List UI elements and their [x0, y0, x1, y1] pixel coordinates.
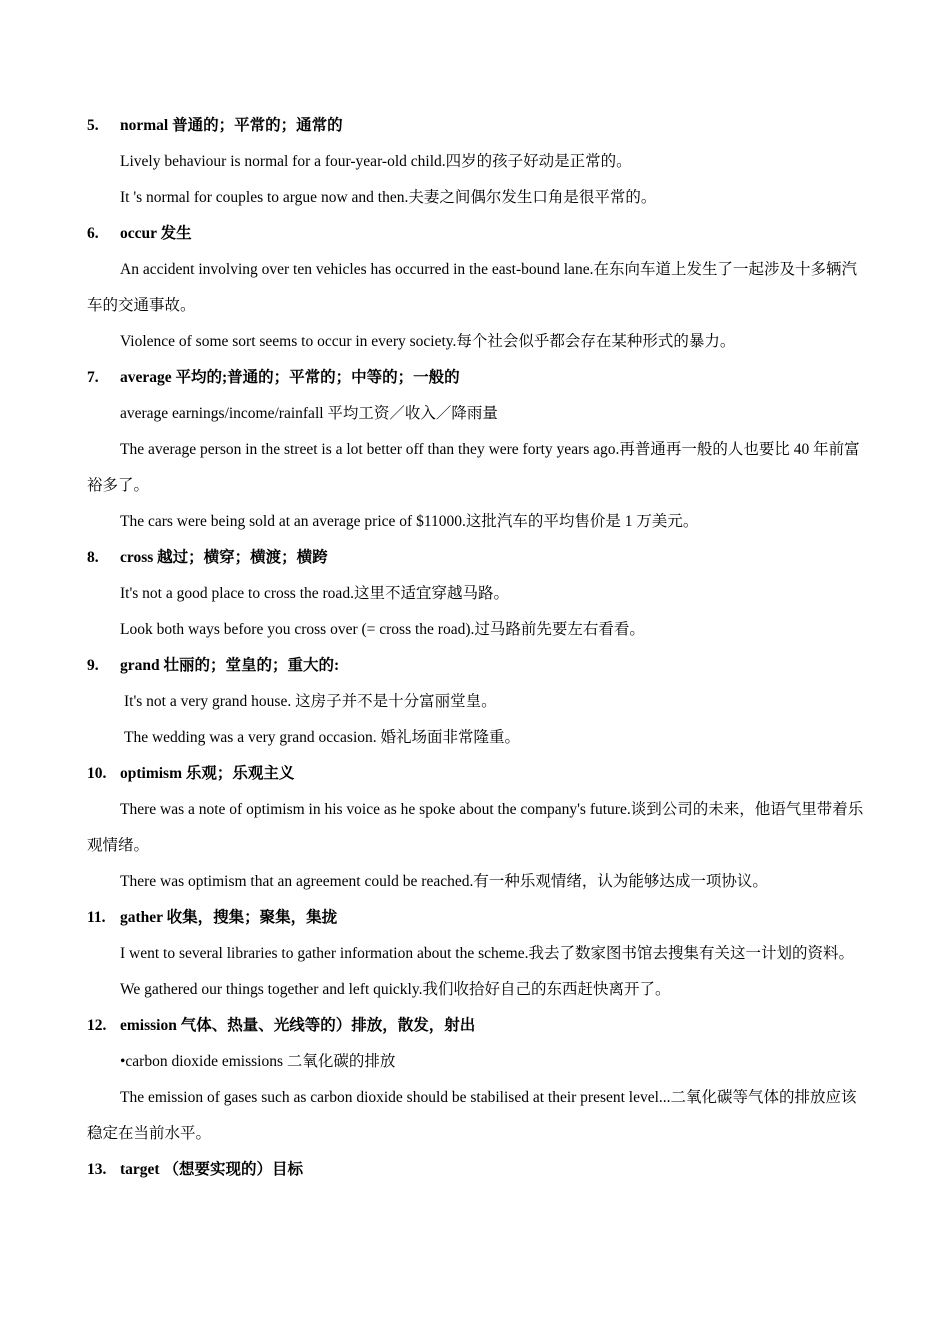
entry-number: 6. [87, 225, 99, 242]
example-sentence: average earnings/income/rainfall 平均工资／收入／降雨量 [120, 405, 498, 422]
example-sentence: •carbon dioxide emissions 二氧化碳的排放 [120, 1053, 396, 1070]
example-sentence: It's not a very grand house. 这房子并不是十分富丽堂皇。 [124, 693, 497, 710]
entry-headword: cross 越过；横穿；横渡；横跨 [120, 549, 328, 566]
example-sentence: There was a note of optimism in his voice as he spoke about the company's future.谈到公司的未来，他语气里带着乐观情绪。 [87, 801, 864, 854]
example-sentence: We gathered our things together and left quickly.我们收拾好自己的东西赶快离开了。 [120, 981, 671, 998]
example-sentence: The cars were being sold at an average price of $11000.这批汽车的平均售价是 1 万美元。 [120, 513, 699, 530]
example-sentence: The wedding was a very grand occasion. 婚礼场面非常隆重。 [124, 729, 521, 746]
example-sentence: Violence of some sort seems to occur in every society.每个社会似乎都会存在某种形式的暴力。 [120, 333, 736, 350]
entry-heading [87, 360, 867, 396]
entry-headword: normal 普通的；平常的；通常的 [120, 117, 343, 134]
entry-heading [87, 216, 867, 252]
entry-number: 10. [87, 765, 107, 782]
entry-number: 5. [87, 117, 99, 134]
entry-headword: occur 发生 [120, 225, 192, 242]
entry-headword: target （想要实现的）目标 [120, 1161, 303, 1178]
example-sentence: Lively behaviour is normal for a four-year-old child.四岁的孩子好动是正常的。 [120, 153, 632, 170]
entry-headword: gather 收集，搜集；聚集，集拢 [120, 909, 338, 926]
example-sentence: There was optimism that an agreement could be reached.有一种乐观情绪，认为能够达成一项协议。 [120, 873, 768, 890]
entry-headword: emission 气体、热量、光线等的）排放，散发，射出 [120, 1017, 476, 1034]
example-sentence: The average person in the street is a lot better off than they were forty years ago.再普通再一般的人也要比 40 年前富裕多了。 [87, 441, 860, 494]
entry-number: 9. [87, 657, 99, 674]
entry-heading [87, 648, 867, 684]
example-sentence: Look both ways before you cross over (= cross the road).过马路前先要左右看看。 [120, 621, 645, 638]
entry-headword: optimism 乐观；乐观主义 [120, 765, 295, 782]
vocabulary-list [87, 108, 867, 1188]
entry-number: 8. [87, 549, 99, 566]
example-sentence: I went to several libraries to gather information about the scheme.我去了数家图书馆去搜集有关这一计划的资料。 [120, 945, 854, 962]
entry-heading [87, 108, 867, 144]
example-sentence: The emission of gases such as carbon dioxide should be stabilised at their present level...二氧化碳等气体的排放应该稳定在当前水平。 [87, 1089, 857, 1142]
entry-number: 12. [87, 1017, 107, 1034]
example-sentence: It's not a good place to cross the road.这里不适宜穿越马路。 [120, 585, 509, 602]
entry-number: 13. [87, 1161, 107, 1178]
entry-heading [87, 540, 867, 576]
entry-heading [87, 900, 867, 936]
entry-headword: average 平均的;普通的；平常的；中等的；一般的 [120, 369, 460, 386]
entry-heading [87, 1008, 867, 1044]
entry-number: 11. [87, 909, 106, 926]
entry-heading [87, 1152, 867, 1188]
entry-number: 7. [87, 369, 99, 386]
example-sentence: An accident involving over ten vehicles has occurred in the east-bound lane.在东向车道上发生了一起涉及十多辆汽车的交通事故。 [87, 261, 857, 314]
example-sentence: It 's normal for couples to argue now and then.夫妻之间偶尔发生口角是很平常的。 [120, 189, 657, 206]
entry-heading [87, 756, 867, 792]
entry-headword: grand 壮丽的；堂皇的；重大的: [120, 657, 340, 674]
